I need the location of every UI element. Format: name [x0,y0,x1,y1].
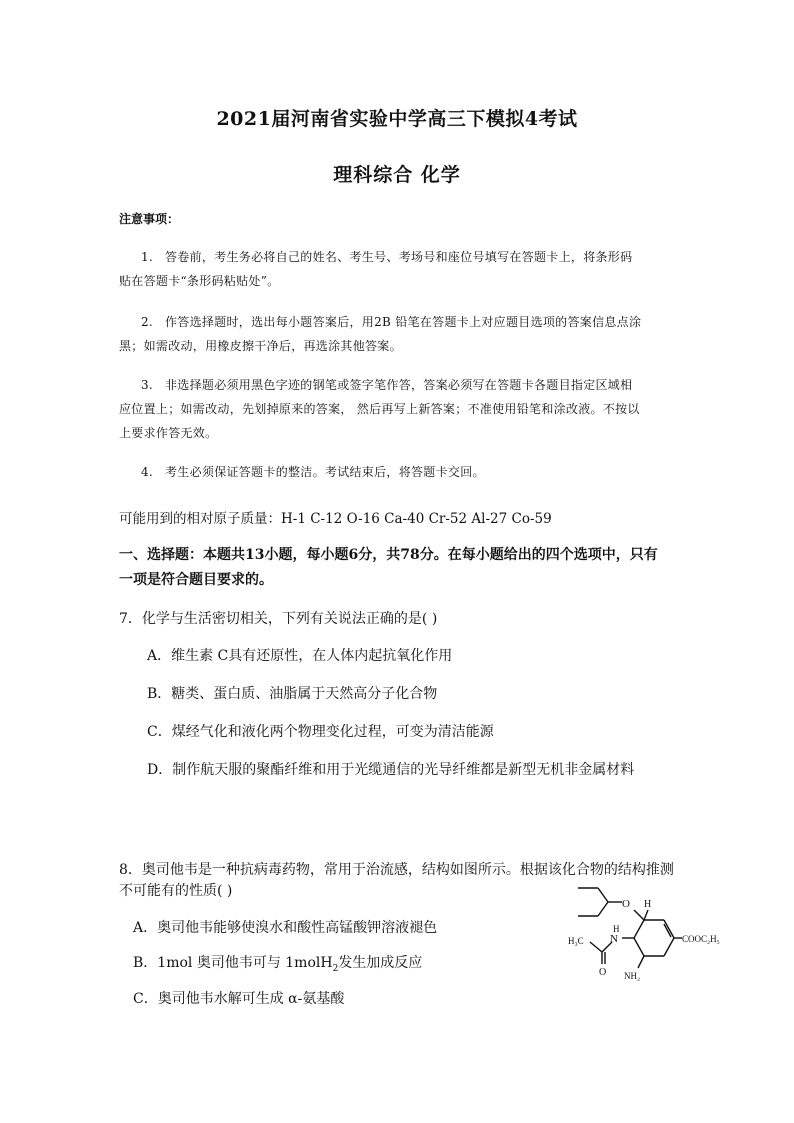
note-1-cont: 贴在答题卡“条形码粘贴处”。 [119,274,280,288]
note-number: 4. [141,465,154,479]
structure-label-ester: COOC₂H₅ [682,934,720,944]
structure-label-carbonyl-o: O [599,967,607,978]
notes-heading: 注意事项： [119,212,180,226]
page-subtitle: 理科综合 化学 [333,164,461,186]
q8-option-a: A．奥司他韦能够使溴水和酸性高锰酸钾溶液褪色 [133,920,438,936]
question-8-stem-1: 8．奥司他韦是一种抗病毒药物，常用于治流感，结构如图所示。根据该化合物的结构推测 [119,862,674,878]
structure-label-o: O [622,898,630,910]
note-3 [141,373,632,397]
note-number: 1. [141,250,154,264]
note-3-cont2: 上要求作答无效。 [119,426,218,440]
question-8-stem-2: 不可能有的性质( ) [119,883,233,899]
q8-option-c: C．奥司他韦水解可生成 α-氨基酸 [133,991,345,1007]
q8-option-b [133,952,422,974]
atomic-masses: 可能用到的相对原子质量：H-1 C-12 O-16 Ca-40 Cr-52 Al-27 Co-59 [119,511,552,527]
q8-option-b-text-end: 发生加成反应 [338,955,423,971]
q7-option-a: A．维生素 C具有还原性，在人体内起抗氧化作用 [147,648,453,664]
note-1 [141,245,632,269]
note-3-cont: 应位置上；如需改动，先划掉原来的答案， 然后再写上新答案；不准使用铅笔和涂改液。不按以 [119,402,640,416]
note-text: 考生必须保证答题卡的整洁。考试结束后，将答题卡交回。 [165,465,485,479]
structure-label-h: H [644,899,652,910]
section-line-1: 一、选择题：本题共13小题，每小题6分，共78分。在每小题给出的四个选项中，只有 [119,547,658,563]
note-number: 2. [141,315,154,329]
structure-label-n: N [610,933,618,945]
structure-label-methyl: H₃C [568,936,584,946]
section-line-2: 一项是符合题目要求的。 [119,572,273,588]
q7-option-c: C．煤经气化和液化两个物理变化过程，可变为清洁能源 [147,724,494,740]
note-2 [141,310,641,334]
note-text: 非选择题必须用黑色字迹的钢笔或签字笔作答，答案必须写在答题卡各题目指定区域相 [165,378,633,392]
q8-option-b-subscript: 2 [332,963,339,974]
note-2-cont: 黑；如需改动，用橡皮擦干净后，再选涂其他答案。 [119,339,402,353]
note-text: 作答选择题时，选出每小题答案后，用2B 铅笔在答题卡上对应题目选项的答案信息点涂 [165,315,642,329]
question-7-stem: 7．化学与生活密切相关，下列有关说法正确的是( ) [119,611,438,627]
structure-label-amine: NH₂ [624,971,641,981]
oseltamivir-structure [560,880,740,990]
structure-label-nh-h: H [613,924,620,934]
q7-option-b: B．糖类、蛋白质、油脂属于天然高分子化合物 [147,686,438,702]
note-text: 答卷前，考生务必将自己的姓名、考生号、考场号和座位号填写在答题卡上，将条形码 [165,250,633,264]
section-heading [119,543,658,593]
note-4 [141,460,485,484]
q8-option-b-text: B．1mol 奥司他韦可与 1molH [133,955,333,971]
note-number: 3. [141,378,154,392]
page-title: 2021届河南省实验中学高三下模拟4考试 [216,108,578,130]
q7-option-d: D．制作航天服的聚酯纤维和用于光缆通信的光导纤维都是新型无机非金属材料 [147,762,635,778]
